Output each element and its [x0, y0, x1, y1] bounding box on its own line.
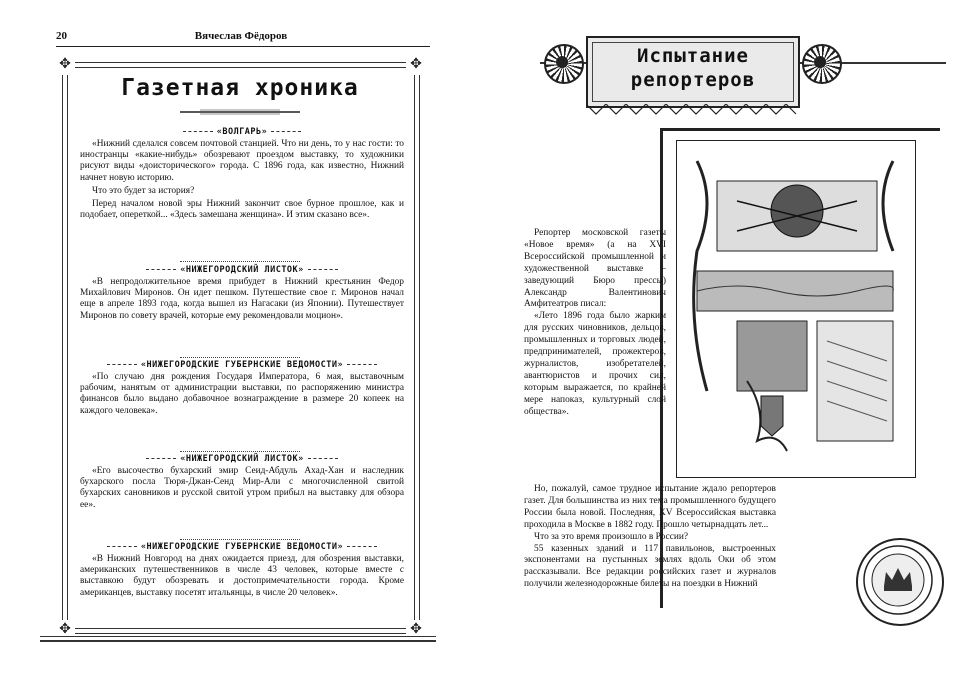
paragraph: «В непродолжительное время прибудет в Нижний крестьянин Федор Михайлович Миронов. Он идет пешком. Путешествие свое г. Миронов начал еще в апреле 1893 года, когда вышел из Нагасаки (из Японии). Путешествует Миронов по совету врачей, которые ему рекомендовали моцион».	[80, 277, 404, 321]
article-wide-column	[524, 484, 776, 591]
news-section-4	[80, 454, 404, 511]
news-section-2	[80, 265, 404, 322]
corner-ornament-icon: ✥	[55, 620, 75, 640]
paragraph: «В Нижний Новгород на днях ожидается приезд, для обозрения выставки, американских путешественников в числе 43 человек, которые вместе с выставкою будут обозревать и достопримечательности города. Кроме американцев, выставку посетят итальянцы, в числе 20 человек».	[80, 554, 404, 598]
paragraph: Что это будет за история?	[92, 185, 195, 196]
decorative-frame-line	[660, 128, 940, 131]
paragraph: Что за это время произошло в России?	[534, 531, 689, 542]
page-number: 20	[56, 30, 67, 42]
section-source: «НИЖЕГОРОДСКИЕ ГУБЕРНСКИЕ ВЕДОМОСТИ»	[80, 360, 404, 370]
crown-emblem-icon	[856, 538, 944, 626]
section-divider	[180, 357, 300, 358]
chapter-title-line: Испытание	[637, 45, 749, 67]
news-section-3	[80, 360, 404, 417]
paragraph: «По случаю дня рождения Государя Императора, 6 мая, выставочным рабочим, нанятым от администрации выставки, по распоряжению министра финансов было выдано добавочное вознаграждение в размере 20 копеек на каждого человека».	[80, 372, 404, 416]
paragraph: «Лето 1896 года было жарким для русских чиновников, дельцов, промышленных и торговых людей, предпринимателей, прожектеров, журналистов, изобретателей, авантюристов и прочих сил, которым выражается, по крайней мере напоказ, культурный слой общества».	[524, 311, 666, 417]
zigzag-ornament-icon	[586, 104, 800, 116]
page-title: Газетная хроника	[121, 75, 359, 101]
paragraph: 55 казенных зданий и 117 павильонов, выстроенных экспонентами на пустынных землях вдоль Оки об этом рассказывали. Все редакции российских газет и журналов получили железнодорожные билеты на поездки в Нижний	[524, 543, 776, 590]
article-narrow-column	[524, 228, 666, 419]
section-source: «ВОЛГАРЬ»	[80, 127, 404, 137]
running-header-author: Вячеслав Фёдоров	[194, 30, 288, 42]
paragraph: Но, пожалуй, самое трудное испытание ждало репортеров газет. Для большинства из них тема промышленного будущего России была новой. Последняя, XV Всероссийская выставка проходила в Москве в 1882 году. Прошло четырнадцать лет...	[524, 484, 776, 530]
section-source: «НИЖЕГОРОДСКИЕ ГУБЕРНСКИЕ ВЕДОМОСТИ»	[80, 542, 404, 552]
news-section-5	[80, 542, 404, 599]
section-source: «НИЖЕГОРОДСКИЙ ЛИСТОК»	[80, 265, 404, 275]
section-divider	[180, 261, 300, 262]
corner-ornament-icon: ✥	[406, 620, 426, 640]
bottom-rule	[40, 640, 436, 642]
exhibition-poster-image	[676, 140, 916, 478]
corner-ornament-icon: ✥	[406, 55, 426, 75]
paragraph: Перед началом новой эры Нижний закончит свое бурное прошлое, как и подобает, опереткой... «Здесь замешана женщина». И этим сказано все».	[80, 199, 404, 221]
paragraph: «Его высочество бухарский эмир Сеид-Абдуль Ахад-Хан и наследник бухарского посла Тюря-Джан-Сенд Мир-Али с многочисленной свитой бухарских сановников и русской свитой утром прибыл на выставку для обзора ее».	[80, 466, 404, 510]
wheel-ornament-icon	[544, 44, 584, 84]
section-divider	[180, 451, 300, 452]
header-rule	[56, 46, 430, 47]
news-section-1	[80, 127, 404, 221]
paragraph: Репортер московской газеты «Новое время» (а на XVI Всероссийской промышленной и художественной выставке – заведующий Бюро прессы) Александр Валентинович Амфитеатров писал:	[524, 228, 666, 310]
chapter-title	[588, 44, 798, 92]
chapter-title-banner	[586, 36, 800, 108]
paragraph: «Нижний сделался совсем почтовой станцией. Что ни день, то у нас гости: то иностранцы «какие-нибудь» обозревают проездом выставку, то художники рисуют виды «доисторического» города. С 1896 года, как известно, Нижний начнет новую историю.	[80, 139, 404, 183]
chapter-title-line: репортеров	[630, 69, 756, 91]
corner-ornament-icon: ✥	[55, 55, 75, 75]
title-ornament-icon	[180, 108, 300, 116]
section-source: «НИЖЕГОРОДСКИЙ ЛИСТОК»	[80, 454, 404, 464]
bottom-rule	[40, 636, 436, 637]
poster-engraving-icon	[677, 141, 913, 475]
wheel-ornament-icon	[802, 44, 842, 84]
section-divider	[180, 539, 300, 540]
